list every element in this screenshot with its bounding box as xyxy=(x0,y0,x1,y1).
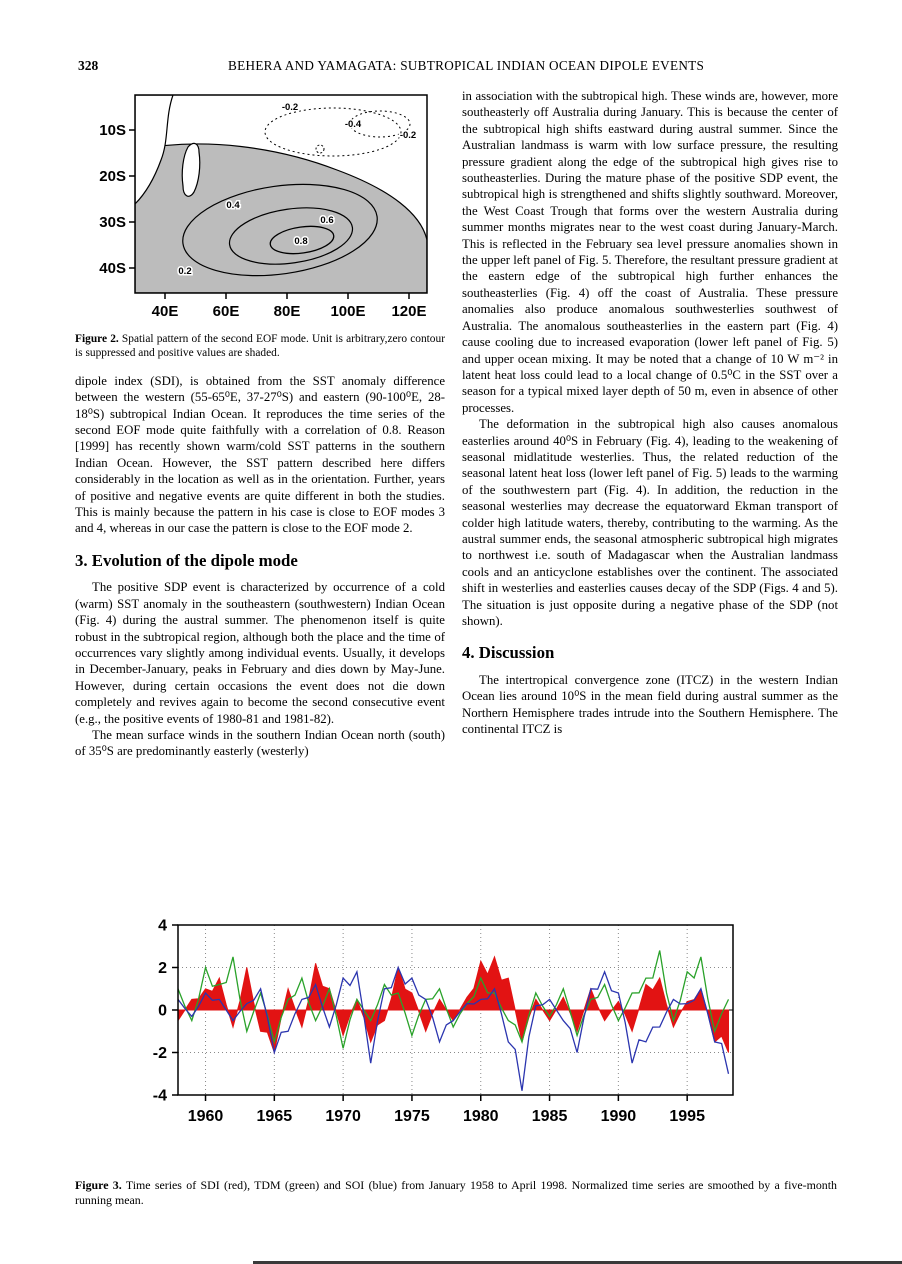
paragraph-dipole-index: dipole index (SDI), is obtained from the SST anomaly difference between the western (55-65⁰E, 37-27⁰S) and eastern (90-100⁰E, 28-18⁰S) subtropical Indian Ocean. It reproduces the time series of the second EOF mode quite faithfully with a correlation of 0.8. Reason [1999] has recently shown warm/cold SST patterns in the southern Indian Ocean. However, the SST pattern described here differs considerably in the location as well as in the orientation. Further, years of positive and negative events are quite different in both the studies. This is mainly because the pattern in his case is close to EOF modes 3 and 4, whereas in our case the pattern is close to the EOF mode 2. xyxy=(75,373,445,536)
paragraph-deformation: The deformation in the subtropical high also causes anomalous easterlies around 40⁰S in February (Fig. 4), leading to the weakening of seasonal midlatitude westerlies. Thus, the related reduction of the seasonal latent heat loss (lower left panel of Fig. 5) leads to the warming of the southwestern part (Fig. 4). In addition, the reduction in the seasonal westerlies may decrease the equatorward Ekman transport of colder high latitude waters, thereby, contributing to the warming. As the austral summer ends, the seasonal atmospheric subtropical high migrates to northwest i.e. south of Madagascar when the Australian landmass cools and an anticyclone establishes over the continent. The associated shift in westerlies and easterlies causes decay of the SDP (Figs. 4 and 5). The situation is just opposite during a negative phase of the SDP (not shown). xyxy=(462,417,838,628)
lon-label: 100E xyxy=(330,303,366,320)
contour-neg-0-2 xyxy=(265,108,401,156)
y-tick-label: -4 xyxy=(152,1087,167,1105)
section-3-heading: 3. Evolution of the dipole mode xyxy=(75,550,298,570)
contour-label: -0.2 xyxy=(399,130,417,141)
x-tick-label: 1965 xyxy=(256,1108,293,1125)
y-tick-label: 2 xyxy=(158,960,167,977)
page-number: 328 xyxy=(78,58,99,73)
contour-label: 0.8 xyxy=(294,236,308,247)
lon-label: 60E xyxy=(212,303,240,320)
section-4-heading: 4. Discussion xyxy=(462,643,555,663)
lon-label: 120E xyxy=(391,303,427,320)
lat-label: 20S xyxy=(99,168,126,185)
lat-label: 30S xyxy=(99,214,126,231)
x-tick-label: 1990 xyxy=(600,1108,637,1125)
figure2-map xyxy=(95,92,440,324)
figure3-chart xyxy=(133,915,773,1130)
right-column xyxy=(462,88,838,738)
contour-label: -0.2 xyxy=(281,102,299,113)
figure2-caption-text: Spatial pattern of the second EOF mode. Unit is arbitrary,zero contour is suppressed and positive values are shaded. xyxy=(75,333,445,360)
paragraph-positive-sdp-event: The positive SDP event is characterized by occurrence of a cold (warm) SST anomaly in the southeastern (southwestern) Indian Ocean (Fig. 4) during the austral summer. The phenomenon itself is quite robust in the subtropical region, although both the place and the time of occurrences vary slightly among individual events. Usually, it develops in December-January, peaks in February and dies down by May-June. However, during certain occasions the event does not die down completely and revives again to become the second consecutive event (e.g., the positive events of 1980-81 and 1981-82). xyxy=(75,580,445,726)
lon-label: 80E xyxy=(273,303,301,320)
contour-label: 0.6 xyxy=(320,215,334,226)
lat-label: 40S xyxy=(99,260,126,277)
contour-label: -0.4 xyxy=(344,119,362,130)
x-tick-label: 1975 xyxy=(394,1108,430,1125)
figure2-caption-label: Figure 2. xyxy=(75,333,119,345)
lon-label: 40E xyxy=(151,303,179,320)
lat-label: 10S xyxy=(99,122,126,139)
y-tick-label: -2 xyxy=(152,1045,167,1062)
page-header xyxy=(78,58,834,74)
x-tick-label: 1980 xyxy=(462,1108,499,1125)
y-tick-label: 4 xyxy=(158,917,167,935)
contour-label: 0.4 xyxy=(226,200,240,211)
x-tick-label: 1960 xyxy=(187,1108,224,1125)
contour-minor-feature xyxy=(316,145,324,153)
x-tick-label: 1970 xyxy=(325,1108,361,1125)
contour-label: 0.2 xyxy=(178,266,192,277)
paragraph-subtropical-high: in association with the subtropical high. These winds are, however, more southeasterly off Australia during January. This is because the center of the subtropical high shifts eastward during austral summer. Since the Australian landmass is warm with low surface pressure, the resulting pressure gradient along the edge of the subtropical high gives rise to southeasterlies. During the mature phase of the positive SDP event, the subtropical high is strengthened and shifts slightly southward. Moreover, the West Coast Trough that forms over the western Australia during summer months migrates near to the west coast during January-March. This is reflected in the February sea level pressure anomalies shown in the upper left panel of Fig. 5. Therefore, the resultant pressure gradient at the eastern edge of the subtropical high further enhances the southeasterlies (Fig. 4) off the coast of Australia. These pressure anomalies also produce anomalous southwesterlies southwest of Australia. The anomalous southeasterlies in the eastern part (Fig. 4) cause cooling due to increased evaporation (lower left panel of Fig. 5) and upper ocean mixing. It may be noted that a change of 10 W m⁻² in latent heat loss could lead to a local change of 0.5⁰C in the SST over a season for a typical mixed layer depth of 50 m, even in absence of other processes. xyxy=(462,89,838,415)
paragraph-itcz: The intertropical convergence zone (ITCZ) in the western Indian Ocean lies around 10⁰S in the mean field during austral summer as the Northern Hemisphere trades intrude into the Southern Hemisphere. The continental ITCZ is xyxy=(462,672,838,737)
figure3 xyxy=(75,915,837,1208)
running-title: BEHERA AND YAMAGATA: SUBTROPICAL INDIAN OCEAN DIPOLE EVENTS xyxy=(228,58,705,73)
figure2-caption xyxy=(75,332,445,361)
figure2 xyxy=(75,92,445,361)
series-SDI xyxy=(178,957,729,1053)
figure3-caption xyxy=(75,1178,837,1208)
y-tick-label: 0 xyxy=(158,1002,167,1020)
paragraph-mean-surface-winds: The mean surface winds in the southern Indian Ocean north (south) of 35⁰S are predominantly easterly (westerly) xyxy=(75,728,445,759)
left-column xyxy=(75,88,445,760)
figure3-caption-text: Time series of SDI (red), TDM (green) and SOI (blue) from January 1958 to April 1998. Normalized time series are smoothed by a five-month running mean. xyxy=(75,1178,837,1208)
x-tick-label: 1995 xyxy=(669,1108,705,1125)
figure3-caption-label: Figure 3. xyxy=(75,1178,122,1192)
x-tick-label: 1985 xyxy=(531,1108,568,1125)
